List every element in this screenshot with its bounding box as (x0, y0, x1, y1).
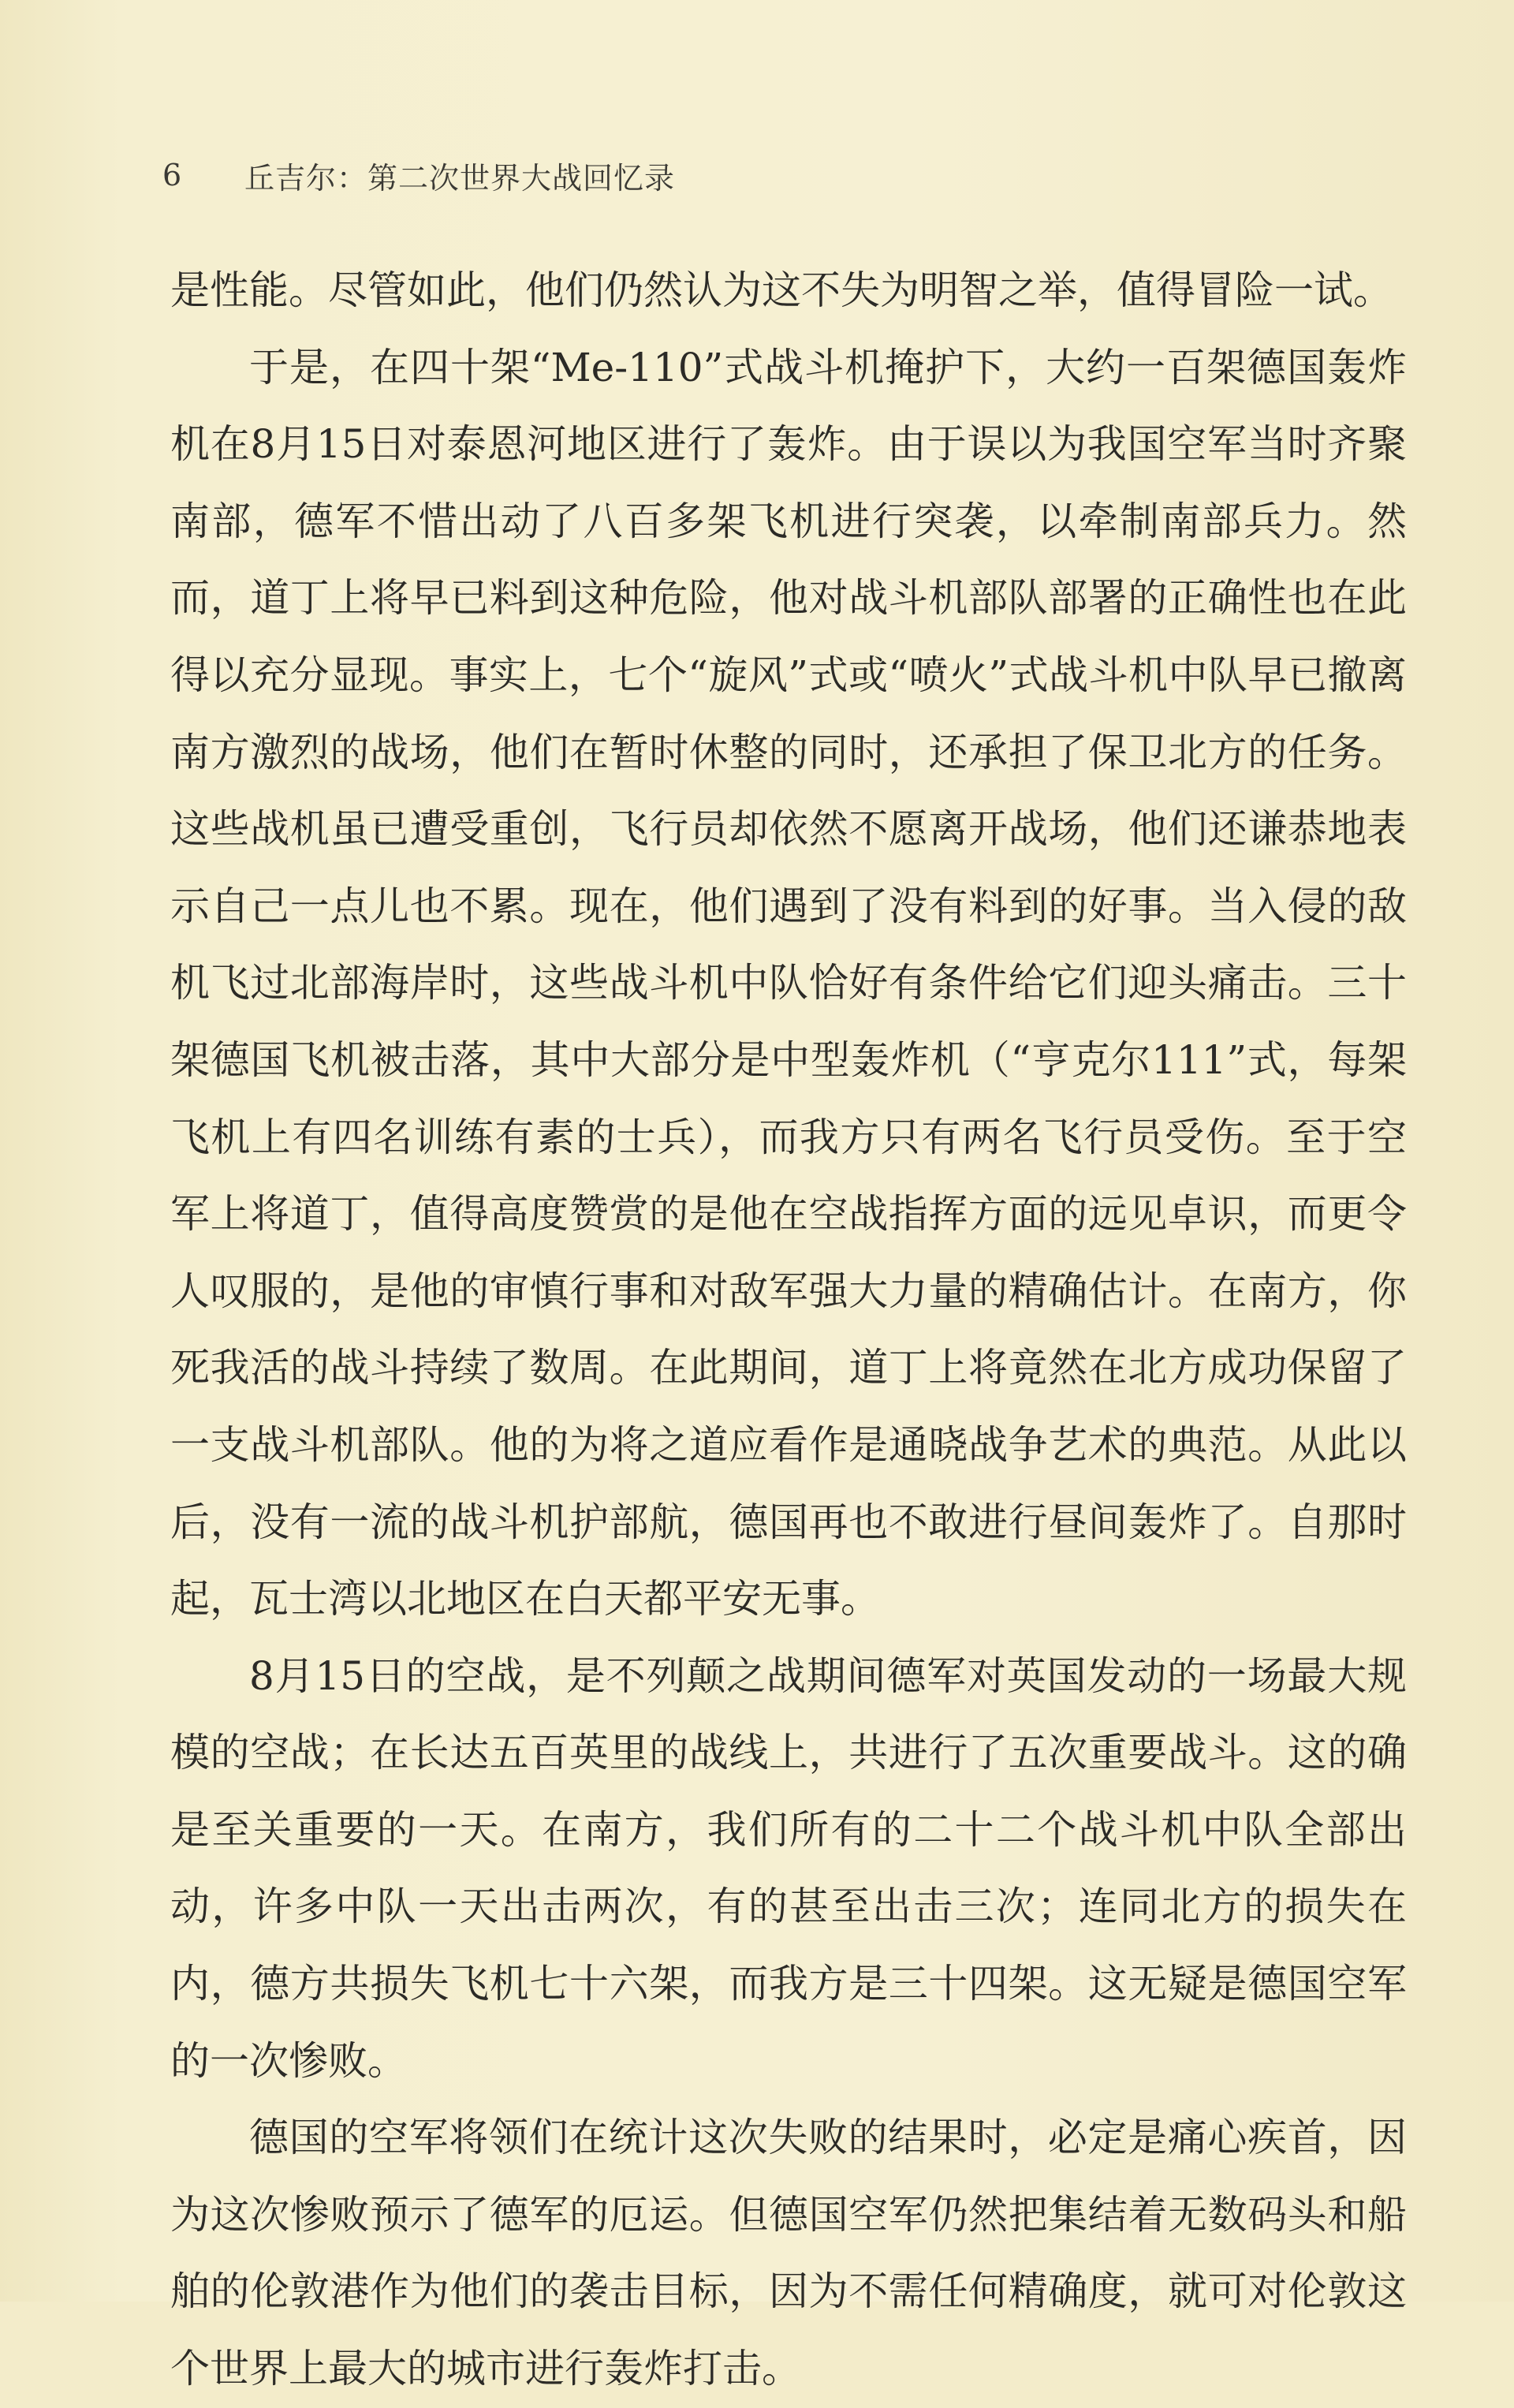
book-title: 丘吉尔：第二次世界大战回忆录 (244, 160, 676, 196)
paragraph: 于是，在四十架“Me-110”式战斗机掩护下，大约一百架德国轰炸机在8月15日对泰恩河地区进行了轰炸。由于误以为我国空军当时齐聚南部，德军不惜出动了八百多架飞机进行突袭，以牵制南部兵力。然而，道丁上将早已料到这种危险，他对战斗机部队部署的正确性也在此得以充分显现。事实上，七个“旋风”式或“喷火”式战斗机中队早已撤离南方激烈的战场，他们在暂时休整的同时，还承担了保卫北方的任务。这些战机虽已遭受重创，飞行员却依然不愿离开战场，他们还谦恭地表示自己一点儿也不累。现在，他们遇到了没有料到的好事。当入侵的敌机飞过北部海岸时，这些战斗机中队恰好有条件给它们迎头痛击。三十架德国飞机被击落，其中大部分是中型轰炸机（“亨克尔111”式，每架飞机上有四名训练有素的士兵），而我方只有两名飞行员受伤。至于空军上将道丁，值得高度赞赏的是他在空战指挥方面的远见卓识，而更令人叹服的，是他的审慎行事和对敌军强大力量的精确估计。在南方，你死我活的战斗持续了数周。在此期间，道丁上将竟然在北方成功保留了一支战斗机部队。他的为将之道应看作是通晓战争艺术的典范。从此以后，没有一流的战斗机护部航，德国再也不敢进行昼间轰炸了。自那时起，瓦士湾以北地区在白天都平安无事。 (170, 344, 1407, 1622)
running-header (162, 151, 675, 199)
paragraph-continued: 是性能。尽管如此，他们仍然认为这不失为明智之举，值得冒险一试。 (170, 267, 1393, 313)
paragraph: 德国的空军将领们在统计这次失败的结果时，必定是痛心疾首，因为这次惨败预示了德军的厄运。但德国空军仍然把集结着无数码头和船舶的伦敦港作为他们的袭击目标，因为不需任何精确度，就可对伦敦这个世界上最大的城市进行轰炸打击。 (170, 2115, 1407, 2392)
page-number: 6 (162, 158, 182, 192)
paragraph: 8月15日的空战，是不列颠之战期间德军对英国发动的一场最大规模的空战；在长达五百英里的战线上，共进行了五次重要战斗。这的确是至关重要的一天。在南方，我们所有的二十二个战斗机中队全部出动，许多中队一天出击两次，有的甚至出击三次；连同北方的损失在内，德方共损失飞机七十六架，而我方是三十四架。这无疑是德国空军的一次惨败。 (170, 1652, 1407, 2084)
body-text (170, 252, 1407, 2408)
